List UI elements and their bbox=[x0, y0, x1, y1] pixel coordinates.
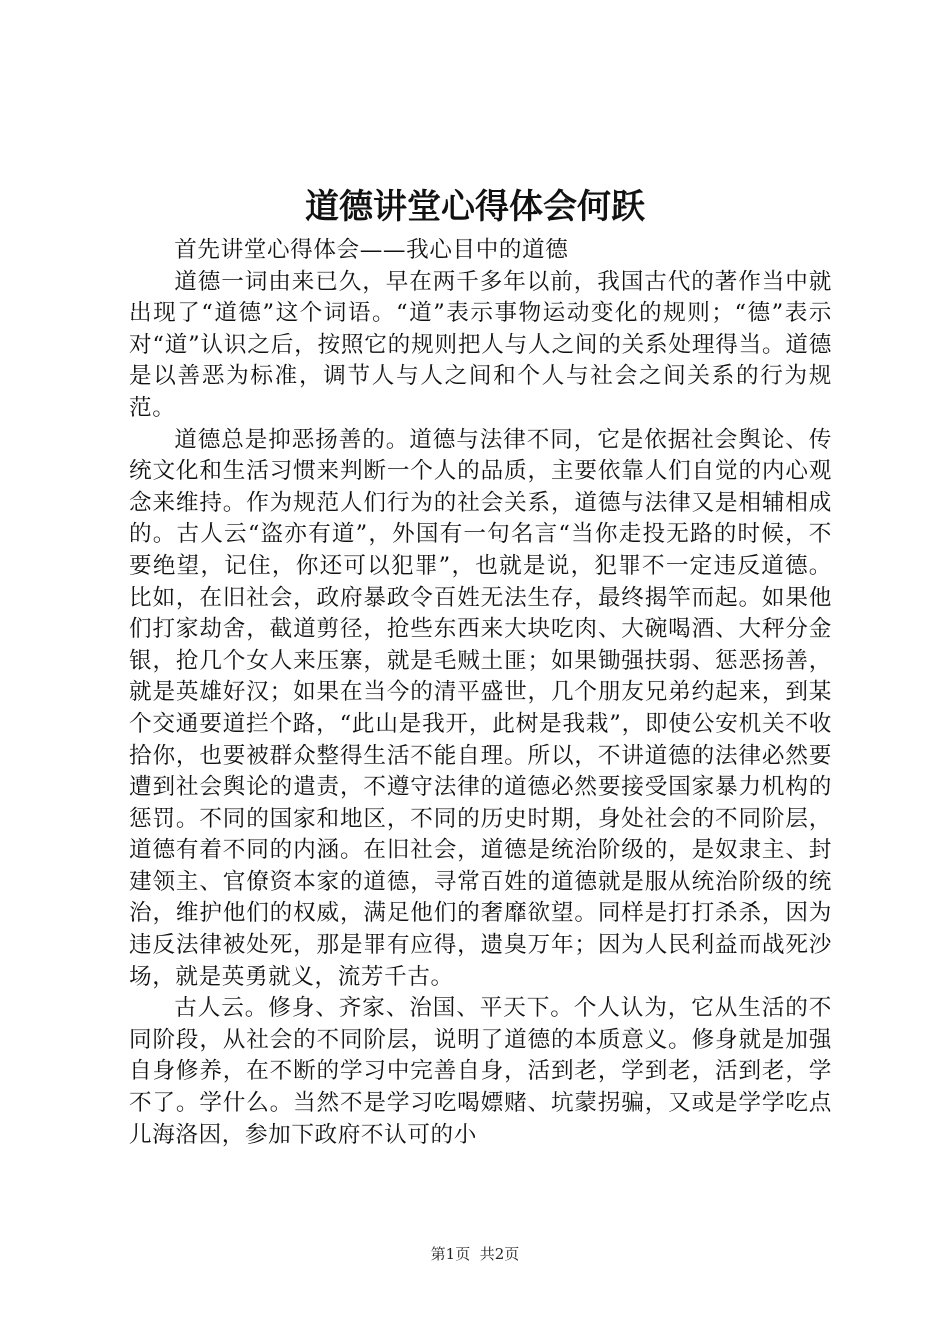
footer-spacer bbox=[470, 1245, 480, 1263]
body-paragraph: 古人云。修身、齐家、治国、平天下。个人认为，它从生活的不同阶段，从社会的不同阶层，说明了道德的本质意义。修身就是加强自身修养，在不断的学习中完善自身，活到老，学到老，活到老，学不了。学什么。当然不是学习吃喝嫖赌、坑蒙拐骗，又或是学学吃点儿海洛因，参加下政府不认可的小 bbox=[129, 995, 832, 1148]
body-paragraph: 道德一词由来已久，早在两千多年以前，我国古代的著作当中就出现了“道德”这个词语。“道”表示事物运动变化的规则；“德”表示对“道”认识之后，按照它的规则把人与人之间的关系处理得当。道德是以善恶为标准，调节人与人之间和个人与社会之间关系的行为规范。 bbox=[129, 268, 832, 421]
page-total: 共2页 bbox=[479, 1245, 520, 1263]
subtitle-paragraph: 首先讲堂心得体会——我心目中的道德 bbox=[174, 237, 569, 263]
page-number: 第1页 bbox=[430, 1245, 471, 1263]
body-paragraph: 道德总是抑恶扬善的。道德与法律不同，它是依据社会舆论、传统文化和生活习惯来判断一个人的品质，主要依靠人们自觉的内心观念来维持。作为规范人们行为的社会关系，道德与法律又是相辅相成的。古人云“盗亦有道”，外国有一句名言“当你走投无路的时候，不要绝望，记住，你还可以犯罪”，也就是说，犯罪不一定违反道德。比如，在旧社会，政府暴政令百姓无法生存，最终揭竿而起。如果他们打家劫舍，截道剪径，抢些东西来大块吃肉、大碗喝酒、大秤分金银，抢几个女人来压寨，就是毛贼土匪；如果锄强扶弱、惩恶扬善，就是英雄好汉；如果在当今的清平盛世，几个朋友兄弟约起来，到某个交通要道拦个路，“此山是我开，此树是我栽”，即使公安机关不收拾你，也要被群众整得生活不能自理。所以，不讲道德的法律必然要遭到社会舆论的遣责，不遵守法律的道德必然要接受国家暴力机构的惩罚。不同的国家和地区，不同的历史时期，身处社会的不同阶层，道德有着不同的内涵。在旧社会，道德是统治阶级的，是奴隶主、封建领主、官僚资本家的道德，寻常百姓的道德就是服从统治阶级的统治，维护他们的权威，满足他们的奢靡欲望。同样是打打杀杀，因为违反法律被处死，那是罪有应得，遗臭万年；因为人民利益而战死沙场，就是英勇就义，流芳千古。 bbox=[129, 426, 832, 990]
document-body bbox=[129, 235, 832, 1151]
page-footer bbox=[0, 1244, 950, 1264]
document-title: 道德讲堂心得体会何跃 bbox=[305, 187, 645, 227]
